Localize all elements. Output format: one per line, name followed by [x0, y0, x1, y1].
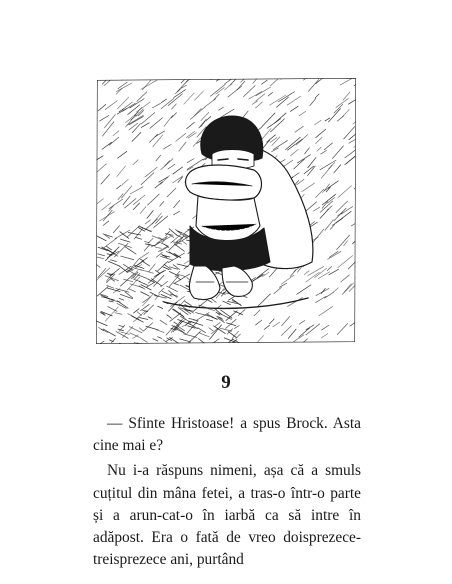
chapter-body-text: [93, 413, 361, 571]
crouching-girl-drawing: [94, 76, 358, 346]
chapter-number: 9: [221, 372, 231, 393]
chapter-illustration: [94, 76, 358, 346]
paragraph: Nu i-a răspuns nimeni, așa că a smuls cuțitul din mâna fetei, a tras-o într-o parte și a arun-cat-o în iarbă ca să intre în adăpost. Era o fată de vreo doisprezece-treisprezece ani, purtând: [93, 462, 361, 569]
paragraph: — Sfinte Hristoase! a spus Brock. Asta cine mai e?: [93, 415, 361, 455]
